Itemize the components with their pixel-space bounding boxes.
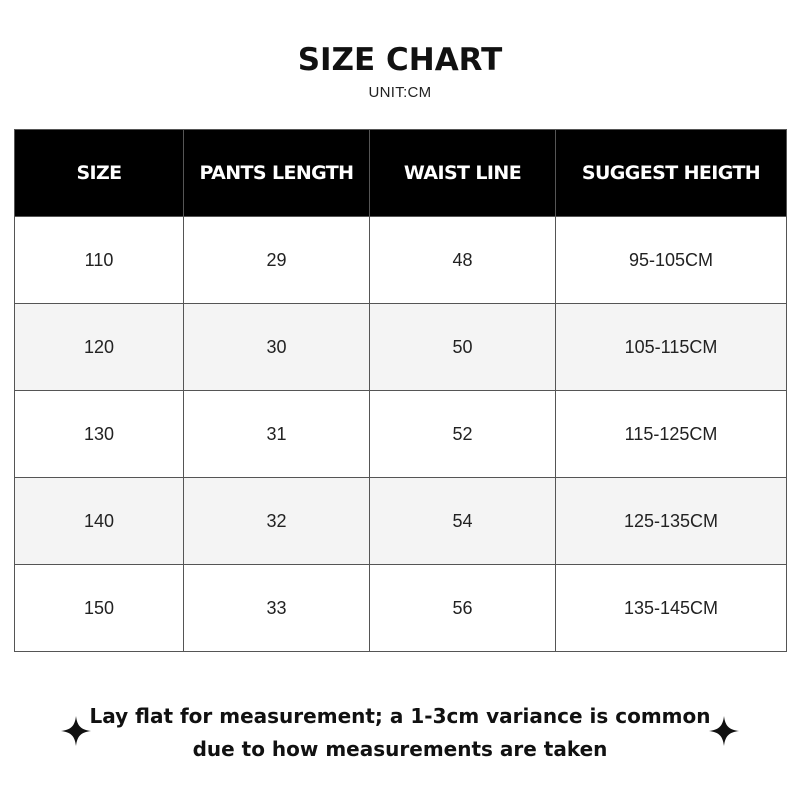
- cell-pants-length: 29: [184, 217, 370, 304]
- header-suggest-height: SUGGEST HEIGTH: [556, 130, 787, 217]
- cell-suggest-height: 105-115CM: [556, 304, 787, 391]
- note-line-1: Lay flat for measurement; a 1-3cm variance is common: [89, 704, 711, 728]
- table-row: [15, 217, 787, 304]
- page-title: [296, 40, 505, 80]
- cell-waist-line: 48: [370, 217, 556, 304]
- page-title-text: SIZE CHART: [297, 42, 503, 78]
- table-row: [15, 391, 787, 478]
- sparkle-icon: [709, 716, 739, 746]
- cell-size: 130: [15, 391, 184, 478]
- cell-suggest-height: 95-105CM: [556, 217, 787, 304]
- measurement-note: [0, 700, 800, 766]
- cell-waist-line: 54: [370, 478, 556, 565]
- unit-label: UNIT:CM: [368, 84, 432, 101]
- note-line-2: due to how measurements are taken: [192, 737, 608, 761]
- header-size: SIZE: [15, 130, 184, 217]
- table-row: [15, 565, 787, 652]
- cell-suggest-height: 135-145CM: [556, 565, 787, 652]
- cell-pants-length: 30: [184, 304, 370, 391]
- cell-waist-line: 50: [370, 304, 556, 391]
- cell-size: 110: [15, 217, 184, 304]
- cell-size: 140: [15, 478, 184, 565]
- table-header-row: [15, 130, 787, 217]
- cell-waist-line: 56: [370, 565, 556, 652]
- cell-pants-length: 31: [184, 391, 370, 478]
- header-pants-length: PANTS LENGTH: [184, 130, 370, 217]
- header-waist-line: WAIST LINE: [370, 130, 556, 217]
- size-chart-table: [14, 129, 787, 652]
- cell-size: 150: [15, 565, 184, 652]
- table-row: [15, 304, 787, 391]
- cell-suggest-height: 115-125CM: [556, 391, 787, 478]
- cell-suggest-height: 125-135CM: [556, 478, 787, 565]
- cell-pants-length: 33: [184, 565, 370, 652]
- title-block: [0, 40, 800, 80]
- cell-pants-length: 32: [184, 478, 370, 565]
- table-row: [15, 478, 787, 565]
- cell-size: 120: [15, 304, 184, 391]
- cell-waist-line: 52: [370, 391, 556, 478]
